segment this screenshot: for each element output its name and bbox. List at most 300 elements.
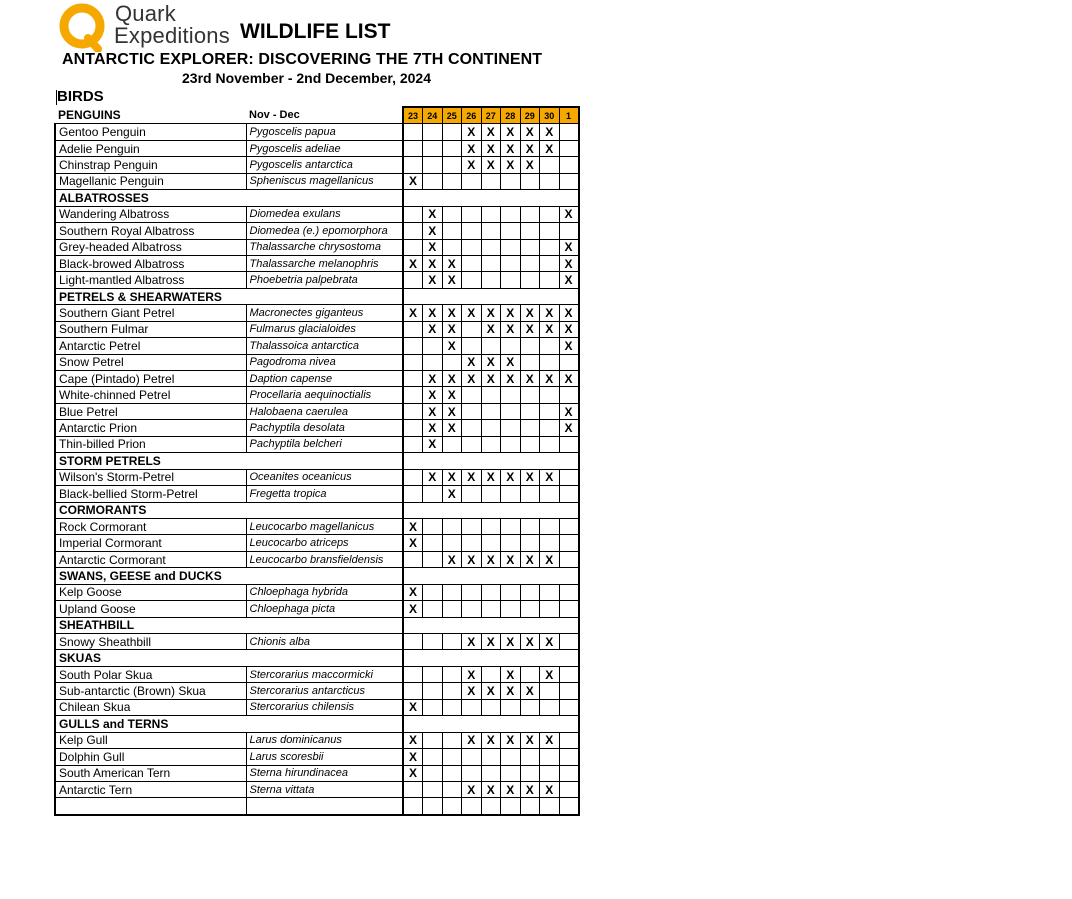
sighting-cell xyxy=(559,765,579,781)
sighting-cell xyxy=(462,699,482,715)
sighting-cell xyxy=(481,206,501,222)
sighting-cell xyxy=(559,666,579,682)
sighting-cell xyxy=(559,781,579,797)
species-name: Dolphin Gull xyxy=(55,749,246,765)
sighting-cell: X xyxy=(520,157,540,173)
sighting-cell xyxy=(559,387,579,403)
sighting-cell xyxy=(501,239,521,255)
species-name: Southern Fulmar xyxy=(55,321,246,337)
species-row xyxy=(55,387,579,403)
sighting-cell xyxy=(520,518,540,534)
species-row xyxy=(55,486,579,502)
category-spacer xyxy=(246,716,403,732)
day-header: 25 xyxy=(442,107,462,124)
sighting-cell: X xyxy=(442,420,462,436)
sighting-cell: X xyxy=(403,765,423,781)
sighting-cell: X xyxy=(423,469,443,485)
sighting-cell xyxy=(559,157,579,173)
season-label: Nov - Dec xyxy=(249,109,300,122)
sighting-cell xyxy=(423,781,443,797)
sighting-cell: X xyxy=(501,551,521,567)
sighting-cell xyxy=(540,272,560,288)
category-days-spacer xyxy=(403,288,579,304)
species-name: Wilson's Storm-Petrel xyxy=(55,469,246,485)
sighting-cell xyxy=(442,354,462,370)
species-scientific-name: Thalassarche chrysostoma xyxy=(246,239,403,255)
species-scientific-name: Stercorarius antarcticus xyxy=(246,683,403,699)
empty-sighting-cell xyxy=(423,798,443,815)
species-row xyxy=(55,206,579,222)
species-row xyxy=(55,321,579,337)
species-name: Wandering Albatross xyxy=(55,206,246,222)
sighting-cell xyxy=(423,732,443,748)
sighting-cell: X xyxy=(520,469,540,485)
empty-name-cell xyxy=(55,798,246,815)
sighting-cell xyxy=(403,403,423,419)
sighting-cell xyxy=(481,420,501,436)
sighting-cell xyxy=(423,765,443,781)
species-scientific-name: Larus dominicanus xyxy=(246,732,403,748)
sighting-cell xyxy=(403,124,423,140)
sighting-cell xyxy=(423,535,443,551)
sighting-cell: X xyxy=(442,387,462,403)
sighting-cell xyxy=(462,321,482,337)
sighting-cell xyxy=(481,666,501,682)
sighting-cell: X xyxy=(423,255,443,271)
sighting-cell xyxy=(520,436,540,452)
sighting-cell xyxy=(442,157,462,173)
sighting-cell: X xyxy=(501,781,521,797)
sighting-cell xyxy=(559,634,579,650)
sighting-cell xyxy=(501,765,521,781)
species-scientific-name: Leucocarbo atriceps xyxy=(246,535,403,551)
species-name: Southern Giant Petrel xyxy=(55,305,246,321)
species-name: White-chinned Petrel xyxy=(55,387,246,403)
species-scientific-name: Oceanites oceanicus xyxy=(246,469,403,485)
sighting-cell xyxy=(462,765,482,781)
species-scientific-name: Pygoscelis papua xyxy=(246,124,403,140)
sighting-cell xyxy=(481,387,501,403)
sighting-cell xyxy=(501,173,521,189)
sighting-cell xyxy=(403,469,423,485)
sighting-cell: X xyxy=(501,321,521,337)
species-row xyxy=(55,683,579,699)
sighting-cell: X xyxy=(423,223,443,239)
sighting-cell xyxy=(520,206,540,222)
sighting-cell xyxy=(559,354,579,370)
species-name: Blue Petrel xyxy=(55,403,246,419)
sighting-cell: X xyxy=(481,683,501,699)
sighting-cell xyxy=(403,354,423,370)
sighting-cell: X xyxy=(540,371,560,387)
sighting-cell xyxy=(442,535,462,551)
sighting-cell: X xyxy=(559,371,579,387)
sighting-cell xyxy=(559,601,579,617)
sighting-cell: X xyxy=(481,305,501,321)
sighting-cell: X xyxy=(481,634,501,650)
sighting-cell xyxy=(501,749,521,765)
sighting-cell xyxy=(540,206,560,222)
species-name: Antarctic Petrel xyxy=(55,338,246,354)
sighting-cell xyxy=(442,765,462,781)
sighting-cell xyxy=(559,683,579,699)
sighting-cell xyxy=(442,781,462,797)
sighting-cell xyxy=(540,223,560,239)
sighting-cell: X xyxy=(462,157,482,173)
empty-sighting-cell xyxy=(559,798,579,815)
sighting-cell: X xyxy=(462,354,482,370)
sighting-cell: X xyxy=(423,436,443,452)
sighting-cell: X xyxy=(462,551,482,567)
empty-row xyxy=(55,798,579,815)
sighting-cell xyxy=(540,173,560,189)
species-name: Light-mantled Albatross xyxy=(55,272,246,288)
sighting-cell xyxy=(559,469,579,485)
sighting-cell xyxy=(559,223,579,239)
category-days-spacer xyxy=(403,650,579,666)
sighting-cell xyxy=(481,749,501,765)
day-header: 1 xyxy=(559,107,579,124)
species-scientific-name: Procellaria aequinoctialis xyxy=(246,387,403,403)
sighting-cell: X xyxy=(520,781,540,797)
species-name: Rock Cormorant xyxy=(55,518,246,534)
sighting-cell xyxy=(442,699,462,715)
sighting-cell: X xyxy=(559,239,579,255)
sighting-cell xyxy=(462,486,482,502)
sighting-cell: X xyxy=(481,354,501,370)
sighting-cell xyxy=(423,601,443,617)
sighting-cell xyxy=(403,781,423,797)
sighting-cell: X xyxy=(423,371,443,387)
sighting-cell xyxy=(501,272,521,288)
species-scientific-name: Diomedea exulans xyxy=(246,206,403,222)
sighting-cell xyxy=(403,338,423,354)
sighting-cell xyxy=(501,403,521,419)
sighting-cell: X xyxy=(462,140,482,156)
sighting-cell xyxy=(540,387,560,403)
sighting-cell xyxy=(501,255,521,271)
sighting-cell xyxy=(540,338,560,354)
category-row xyxy=(55,568,579,584)
sighting-cell xyxy=(462,436,482,452)
sighting-cell xyxy=(481,486,501,502)
species-row xyxy=(55,699,579,715)
category-heading: GULLS and TERNS xyxy=(55,716,246,732)
sighting-cell xyxy=(559,699,579,715)
category-heading: CORMORANTS xyxy=(55,502,246,518)
sighting-cell xyxy=(520,535,540,551)
sighting-cell xyxy=(501,518,521,534)
sighting-cell: X xyxy=(559,206,579,222)
logo-text-quark: Quark xyxy=(115,1,176,26)
sighting-cell xyxy=(481,239,501,255)
species-name: Imperial Cormorant xyxy=(55,535,246,551)
sighting-cell: X xyxy=(559,403,579,419)
sighting-cell: X xyxy=(540,140,560,156)
sighting-cell xyxy=(501,584,521,600)
day-header: 23 xyxy=(403,107,423,124)
species-name: Thin-billed Prion xyxy=(55,436,246,452)
category-row xyxy=(55,716,579,732)
sighting-cell xyxy=(442,732,462,748)
sighting-cell xyxy=(540,157,560,173)
category-days-spacer xyxy=(403,453,579,469)
sighting-cell: X xyxy=(481,551,501,567)
sighting-cell xyxy=(481,436,501,452)
empty-sighting-cell xyxy=(481,798,501,815)
sighting-cell xyxy=(481,173,501,189)
species-row xyxy=(55,551,579,567)
sighting-cell xyxy=(403,683,423,699)
sighting-cell xyxy=(423,486,443,502)
sighting-cell: X xyxy=(481,781,501,797)
sighting-cell xyxy=(462,535,482,551)
sighting-cell xyxy=(559,436,579,452)
species-name: Magellanic Penguin xyxy=(55,173,246,189)
species-row xyxy=(55,436,579,452)
sighting-cell xyxy=(540,255,560,271)
sighting-cell xyxy=(403,157,423,173)
species-scientific-name: Macronectes giganteus xyxy=(246,305,403,321)
sighting-cell xyxy=(423,518,443,534)
sighting-cell xyxy=(520,173,540,189)
species-name: Snow Petrel xyxy=(55,354,246,370)
species-scientific-name: Stercorarius maccormicki xyxy=(246,666,403,682)
day-header: 30 xyxy=(540,107,560,124)
sighting-cell: X xyxy=(462,634,482,650)
sighting-cell xyxy=(442,584,462,600)
species-row xyxy=(55,371,579,387)
species-scientific-name: Leucocarbo bransfieldensis xyxy=(246,551,403,567)
sighting-cell: X xyxy=(559,420,579,436)
species-row xyxy=(55,584,579,600)
species-scientific-name: Leucocarbo magellanicus xyxy=(246,518,403,534)
species-name: Sub-antarctic (Brown) Skua xyxy=(55,683,246,699)
species-row xyxy=(55,732,579,748)
sighting-cell: X xyxy=(559,305,579,321)
sighting-cell: X xyxy=(403,732,423,748)
species-scientific-name: Larus scoresbii xyxy=(246,749,403,765)
sighting-cell xyxy=(442,634,462,650)
sighting-cell: X xyxy=(481,140,501,156)
species-scientific-name: Thalassarche melanophris xyxy=(246,255,403,271)
day-header: 29 xyxy=(520,107,540,124)
sighting-cell xyxy=(559,124,579,140)
sighting-cell: X xyxy=(501,683,521,699)
sighting-cell xyxy=(501,699,521,715)
category-row xyxy=(55,617,579,633)
sighting-cell xyxy=(481,601,501,617)
species-row xyxy=(55,305,579,321)
sighting-cell: X xyxy=(559,255,579,271)
table-header-row xyxy=(55,107,579,124)
category-spacer xyxy=(246,288,403,304)
category-spacer xyxy=(246,453,403,469)
sighting-cell: X xyxy=(423,387,443,403)
sighting-cell: X xyxy=(403,518,423,534)
species-name: Chinstrap Penguin xyxy=(55,157,246,173)
sighting-cell xyxy=(442,749,462,765)
species-row xyxy=(55,634,579,650)
sighting-cell: X xyxy=(501,124,521,140)
species-row xyxy=(55,469,579,485)
empty-sighting-cell xyxy=(442,798,462,815)
sighting-cell: X xyxy=(501,305,521,321)
sighting-cell xyxy=(540,436,560,452)
logo-ring-icon xyxy=(58,2,108,52)
sighting-cell xyxy=(559,749,579,765)
sighting-cell: X xyxy=(481,124,501,140)
sighting-cell: X xyxy=(462,371,482,387)
sighting-cell xyxy=(501,486,521,502)
sighting-cell: X xyxy=(559,338,579,354)
sighting-cell xyxy=(462,338,482,354)
category-spacer xyxy=(246,190,403,206)
sighting-cell: X xyxy=(559,272,579,288)
species-scientific-name: Fulmarus glacialoides xyxy=(246,321,403,337)
sighting-cell: X xyxy=(540,732,560,748)
sighting-cell: X xyxy=(540,666,560,682)
sighting-cell: X xyxy=(442,272,462,288)
sighting-cell xyxy=(520,486,540,502)
empty-sighting-cell xyxy=(520,798,540,815)
sighting-cell xyxy=(540,420,560,436)
sighting-cell: X xyxy=(423,206,443,222)
sighting-cell xyxy=(501,436,521,452)
sighting-cell xyxy=(481,223,501,239)
empty-sci-cell xyxy=(246,798,403,815)
sighting-cell: X xyxy=(403,255,423,271)
sighting-cell xyxy=(423,666,443,682)
sighting-cell: X xyxy=(540,781,560,797)
sighting-cell xyxy=(403,551,423,567)
sighting-cell xyxy=(520,765,540,781)
sighting-cell xyxy=(423,354,443,370)
sighting-cell xyxy=(462,223,482,239)
sighting-cell: X xyxy=(520,683,540,699)
sighting-cell xyxy=(462,518,482,534)
sighting-cell: X xyxy=(442,551,462,567)
species-scientific-name: Chionis alba xyxy=(246,634,403,650)
sighting-cell: X xyxy=(481,157,501,173)
sighting-cell xyxy=(442,124,462,140)
sighting-cell xyxy=(442,239,462,255)
sighting-cell xyxy=(559,732,579,748)
category-spacer xyxy=(246,650,403,666)
trip-name: ANTARCTIC EXPLORER: DISCOVERING THE 7TH CONTINENT xyxy=(62,51,543,68)
sighting-cell: X xyxy=(520,305,540,321)
sighting-cell xyxy=(442,601,462,617)
section-heading-birds: BIRDS xyxy=(57,88,104,105)
sighting-cell xyxy=(540,239,560,255)
sighting-cell xyxy=(403,436,423,452)
sighting-cell xyxy=(559,584,579,600)
sighting-cell: X xyxy=(520,371,540,387)
sighting-cell: X xyxy=(501,157,521,173)
checklist-body xyxy=(55,107,579,815)
species-row xyxy=(55,272,579,288)
sighting-cell: X xyxy=(442,371,462,387)
species-row xyxy=(55,157,579,173)
sighting-cell xyxy=(442,666,462,682)
sighting-cell xyxy=(481,272,501,288)
sighting-cell: X xyxy=(520,140,540,156)
species-name: Upland Goose xyxy=(55,601,246,617)
species-name: Adelie Penguin xyxy=(55,140,246,156)
species-row xyxy=(55,255,579,271)
sighting-cell xyxy=(481,518,501,534)
species-row xyxy=(55,420,579,436)
sighting-cell xyxy=(520,239,540,255)
species-row xyxy=(55,140,579,156)
sighting-cell xyxy=(540,601,560,617)
sighting-cell: X xyxy=(481,732,501,748)
sighting-cell: X xyxy=(540,124,560,140)
sighting-cell xyxy=(403,634,423,650)
sighting-cell: X xyxy=(442,305,462,321)
sighting-cell: X xyxy=(501,371,521,387)
species-name: Cape (Pintado) Petrel xyxy=(55,371,246,387)
sighting-cell xyxy=(481,699,501,715)
sighting-cell: X xyxy=(501,354,521,370)
species-name: Snowy Sheathbill xyxy=(55,634,246,650)
sighting-cell: X xyxy=(423,305,443,321)
sighting-cell: X xyxy=(403,584,423,600)
sighting-cell xyxy=(442,223,462,239)
sighting-cell xyxy=(403,272,423,288)
sighting-cell xyxy=(559,551,579,567)
species-row xyxy=(55,765,579,781)
day-header: 26 xyxy=(462,107,482,124)
sighting-cell xyxy=(520,387,540,403)
sighting-cell: X xyxy=(403,305,423,321)
category-days-spacer xyxy=(403,568,579,584)
sighting-cell: X xyxy=(501,140,521,156)
sighting-cell xyxy=(462,239,482,255)
sighting-cell: X xyxy=(540,469,560,485)
sighting-cell: X xyxy=(540,305,560,321)
sighting-cell xyxy=(462,206,482,222)
category-heading: ALBATROSSES xyxy=(55,190,246,206)
sighting-cell: X xyxy=(403,699,423,715)
sighting-cell xyxy=(403,239,423,255)
sighting-cell xyxy=(540,486,560,502)
species-row xyxy=(55,601,579,617)
sighting-cell: X xyxy=(403,173,423,189)
sighting-cell xyxy=(501,223,521,239)
sighting-cell xyxy=(520,223,540,239)
sighting-cell xyxy=(559,535,579,551)
species-row xyxy=(55,666,579,682)
sighting-cell: X xyxy=(540,634,560,650)
sighting-cell xyxy=(540,683,560,699)
sighting-cell: X xyxy=(442,255,462,271)
species-row xyxy=(55,173,579,189)
category-days-spacer xyxy=(403,716,579,732)
species-scientific-name: Diomedea (e.) epomorphora xyxy=(246,223,403,239)
sighting-cell xyxy=(442,206,462,222)
sighting-cell xyxy=(403,206,423,222)
sighting-cell xyxy=(501,387,521,403)
category-spacer xyxy=(246,568,403,584)
sighting-cell xyxy=(540,535,560,551)
sighting-cell: X xyxy=(559,321,579,337)
sighting-cell xyxy=(520,601,540,617)
sighting-cell xyxy=(462,403,482,419)
category-heading: STORM PETRELS xyxy=(55,453,246,469)
sighting-cell xyxy=(520,584,540,600)
sighting-cell xyxy=(481,255,501,271)
